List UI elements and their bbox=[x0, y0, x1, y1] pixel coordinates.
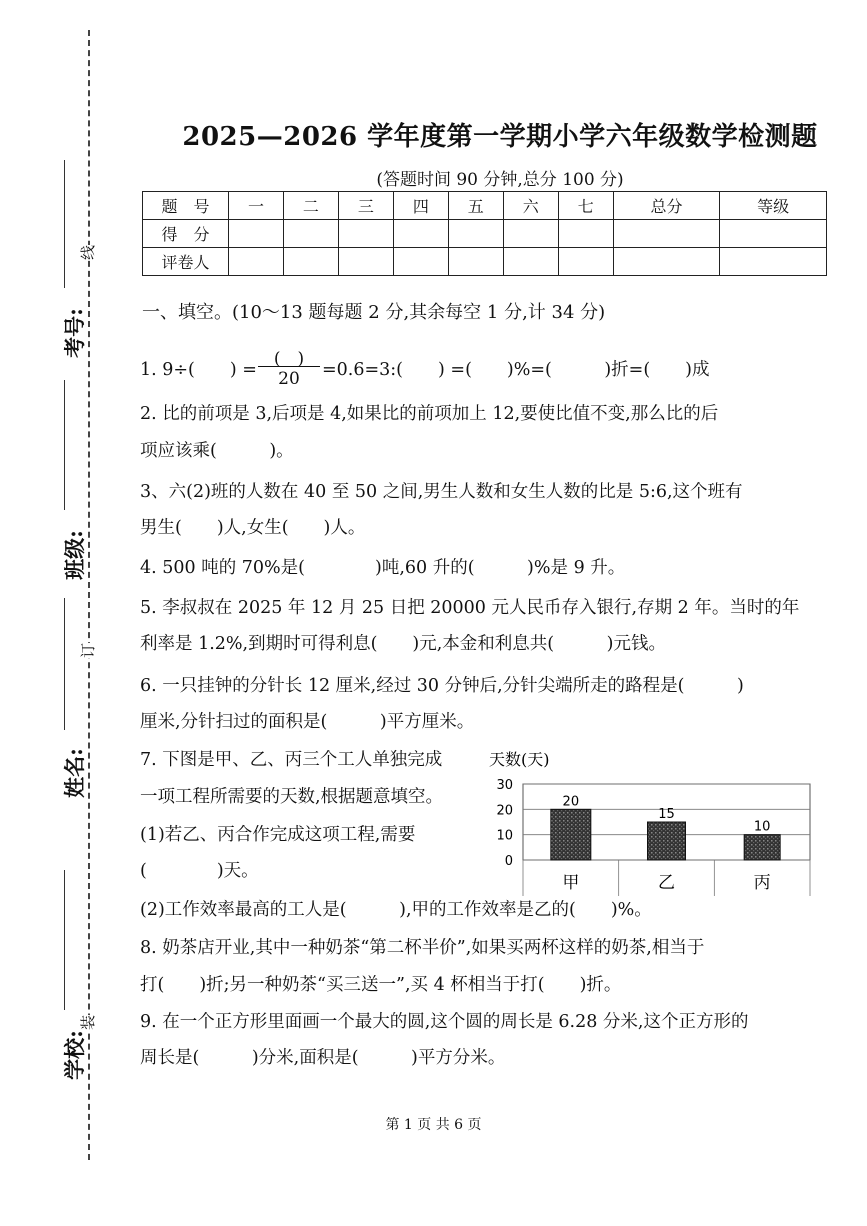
score-cell[interactable] bbox=[720, 248, 827, 276]
score-cell[interactable] bbox=[613, 220, 720, 248]
side-field-class: 班级: bbox=[62, 530, 87, 580]
question-7-line-1: 7. 下图是甲、乙、丙三个工人单独完成 bbox=[140, 750, 443, 770]
score-cell[interactable] bbox=[338, 248, 393, 276]
score-cell[interactable] bbox=[503, 248, 558, 276]
question-3-line-1: 3、六(2)班的人数在 40 至 50 之间,男生人数和女生人数的比是 5:6,这个班有 bbox=[140, 482, 743, 502]
score-table-row bbox=[143, 220, 827, 248]
score-cell[interactable] bbox=[393, 248, 448, 276]
question-1-part-a: 1. 9÷( ) = bbox=[140, 360, 257, 380]
question-4: 4. 500 吨的 70%是( )吨,60 升的( )%是 9 升。 bbox=[140, 558, 626, 578]
fraction-denominator: 20 bbox=[278, 369, 300, 389]
score-header-cell: 等级 bbox=[720, 192, 827, 220]
exam-number-blank bbox=[64, 160, 65, 288]
side-field-name: 姓名: bbox=[62, 748, 87, 798]
chart-y-tick-label: 30 bbox=[496, 778, 513, 793]
question-7-line-2: 一项工程所需要的天数,根据题意填空。 bbox=[140, 787, 444, 807]
score-table-header-row bbox=[143, 192, 827, 220]
score-header-cell: 总分 bbox=[613, 192, 720, 220]
score-header-cell: 二 bbox=[283, 192, 338, 220]
question-7-line-4: ( )天。 bbox=[140, 861, 259, 881]
binding-dashed-line bbox=[88, 30, 90, 1160]
name-blank bbox=[64, 598, 65, 730]
chart-bar bbox=[648, 822, 686, 860]
score-header-cell: 五 bbox=[448, 192, 503, 220]
question-5-line-1: 5. 李叔叔在 2025 年 12 月 25 日把 20000 元人民币存入银行,存期 2 年。当时的年 bbox=[140, 598, 800, 618]
chart-bar bbox=[551, 809, 591, 860]
score-cell[interactable] bbox=[503, 220, 558, 248]
chart-x-tick-label: 乙 bbox=[658, 873, 675, 893]
score-cell[interactable] bbox=[448, 220, 503, 248]
score-header-cell: 三 bbox=[338, 192, 393, 220]
question-8-line-2: 打( )折;另一种奶茶“买三送一”,买 4 杯相当于打( )折。 bbox=[140, 975, 622, 995]
score-cell[interactable] bbox=[448, 248, 503, 276]
score-header-cell: 四 bbox=[393, 192, 448, 220]
page-footer: 第 1 页 共 6 页 bbox=[385, 1117, 482, 1133]
binding-char-line: 线 bbox=[75, 245, 100, 260]
chart-y-tick-label: 10 bbox=[496, 828, 513, 844]
score-table-row bbox=[143, 248, 827, 276]
question-2-line-2: 项应该乘( )。 bbox=[140, 441, 294, 461]
side-field-school: 学校: bbox=[62, 1030, 87, 1080]
question-6-line-2: 厘米,分针扫过的面积是( )平方厘米。 bbox=[140, 712, 475, 732]
school-blank bbox=[64, 870, 65, 1010]
score-cell[interactable] bbox=[613, 248, 720, 276]
score-header-cell: 七 bbox=[558, 192, 613, 220]
binding-char-order: 订 bbox=[75, 643, 100, 658]
question-1-fraction bbox=[258, 344, 320, 389]
page-subtitle: (答题时间 90 分钟,总分 100 分) bbox=[376, 170, 624, 190]
score-row-label: 得 分 bbox=[143, 220, 229, 248]
score-cell[interactable] bbox=[558, 248, 613, 276]
chart-x-tick-label: 丙 bbox=[753, 873, 771, 893]
fraction-numerator: ( ) bbox=[273, 349, 305, 369]
binding-char-bind: 装 bbox=[75, 1015, 100, 1030]
question-6-line-1: 6. 一只挂钟的分针长 12 厘米,经过 30 分钟后,分针尖端所走的路程是( ) bbox=[140, 676, 744, 696]
score-header-cell: 一 bbox=[229, 192, 284, 220]
question-1-part-b: =0.6=3:( ) =( )%=( )折=( )成 bbox=[322, 360, 710, 380]
class-blank bbox=[64, 380, 65, 510]
chart-data-label: 15 bbox=[658, 807, 675, 822]
score-cell[interactable] bbox=[558, 220, 613, 248]
chart-x-tick-label: 甲 bbox=[562, 873, 580, 893]
chart-bar bbox=[744, 835, 780, 860]
chart-data-label: 10 bbox=[753, 819, 771, 835]
chart-y-tick-label: 0 bbox=[504, 854, 513, 869]
question-7-line-3: (1)若乙、丙合作完成这项工程,需要 bbox=[140, 825, 416, 845]
score-table bbox=[142, 191, 827, 276]
score-cell[interactable] bbox=[283, 248, 338, 276]
question-9-line-1: 9. 在一个正方形里面画一个最大的圆,这个圆的周长是 6.28 分米,这个正方形的 bbox=[140, 1012, 749, 1032]
chart-data-label: 20 bbox=[562, 794, 580, 810]
question-3-line-2: 男生( )人,女生( )人。 bbox=[140, 518, 366, 538]
question-7-line-5: (2)工作效率最高的工人是( ),甲的工作效率是乙的( )%。 bbox=[140, 900, 652, 920]
score-cell[interactable] bbox=[283, 220, 338, 248]
question-5-line-2: 利率是 1.2%,到期时可得利息( )元,本金和利息共( )元钱。 bbox=[140, 634, 666, 654]
score-cell[interactable] bbox=[393, 220, 448, 248]
chart-y-label: 天数(天) bbox=[489, 750, 550, 769]
score-header-cell: 六 bbox=[503, 192, 558, 220]
section-1-heading: 一、填空。(10～13 题每题 2 分,其余每空 1 分,计 34 分) bbox=[142, 302, 606, 323]
score-cell[interactable] bbox=[229, 248, 284, 276]
chart-y-tick-label: 20 bbox=[496, 803, 513, 819]
question-8-line-1: 8. 奶茶店开业,其中一种奶茶“第二杯半价”,如果买两杯这样的奶茶,相当于 bbox=[140, 938, 705, 958]
workdays-bar-chart bbox=[475, 748, 815, 898]
side-field-exam-number: 考号: bbox=[62, 308, 87, 358]
score-row-label: 评卷人 bbox=[143, 248, 229, 276]
question-9-line-2: 周长是( )分米,面积是( )平方分米。 bbox=[140, 1048, 506, 1068]
score-cell[interactable] bbox=[720, 220, 827, 248]
score-cell[interactable] bbox=[338, 220, 393, 248]
score-header-cell: 题 号 bbox=[143, 192, 229, 220]
page-title: 2025—2026 学年度第一学期小学六年级数学检测题 bbox=[182, 122, 818, 152]
score-cell[interactable] bbox=[229, 220, 284, 248]
question-2-line-1: 2. 比的前项是 3,后项是 4,如果比的前项加上 12,要使比值不变,那么比的后 bbox=[140, 404, 719, 424]
